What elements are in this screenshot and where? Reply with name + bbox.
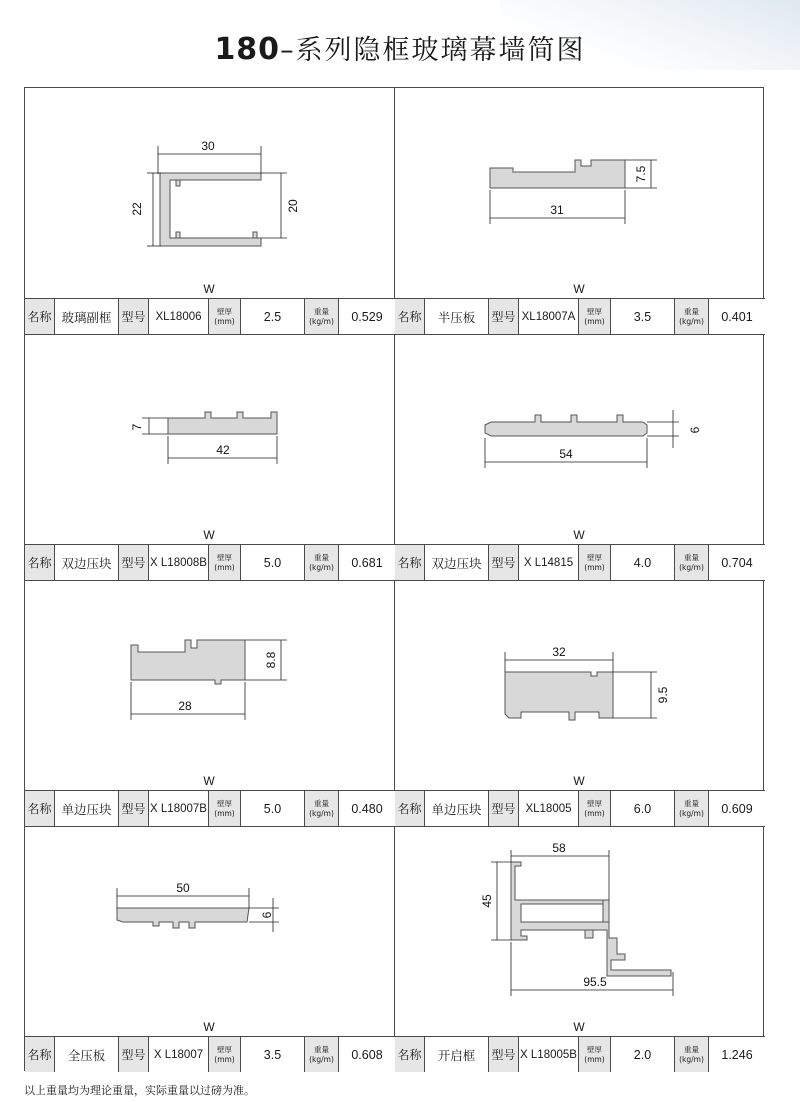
name-value: 全压板	[55, 1037, 119, 1072]
model-key: 型号	[119, 299, 149, 334]
spec-row	[395, 1036, 765, 1072]
name-value: 双边压块	[425, 545, 489, 580]
profile-card	[395, 580, 765, 826]
spec-row	[25, 544, 395, 581]
name-value: 玻璃副框	[55, 299, 119, 334]
profile-drawing	[395, 826, 764, 1036]
dim-height: 9.5	[656, 686, 670, 704]
w-mark: W	[203, 1020, 215, 1034]
dim-width: 58	[552, 841, 566, 855]
model-key: 型号	[489, 1037, 519, 1072]
title-text: –系列隐框玻璃幕墙简图	[280, 35, 586, 66]
dim-width: 54	[559, 447, 573, 461]
name-key: 名称	[25, 1037, 55, 1072]
dim-height: 6	[688, 426, 702, 434]
dim-height: 45	[480, 894, 494, 908]
wall-value: 3.5	[241, 1037, 305, 1072]
w-mark: W	[573, 1020, 585, 1034]
wall-key: 壁厚 (mm)	[209, 1037, 241, 1072]
wall-key: 壁厚 (mm)	[579, 545, 611, 580]
weight-value: 0.609	[721, 801, 753, 816]
spec-row	[25, 298, 395, 335]
model-key: 型号	[489, 545, 519, 580]
weight-value: 0.401	[721, 309, 753, 324]
weight-value: 0.681	[351, 555, 383, 570]
weight-key: 重量 (kg/m)	[305, 1037, 339, 1072]
w-mark: W	[203, 282, 215, 296]
profile-drawing	[395, 334, 764, 544]
dim-height-inner: 20	[286, 199, 300, 213]
model-value: X L14815	[519, 545, 579, 580]
model-value: XL18005	[519, 791, 579, 826]
spec-row	[395, 544, 765, 581]
profile-drawing	[25, 826, 394, 1036]
dim-width: 30	[201, 139, 215, 153]
name-key: 名称	[25, 791, 55, 826]
profile-drawing	[395, 88, 764, 298]
wall-key: 壁厚 (mm)	[209, 791, 241, 826]
weight-value: 0.480	[351, 801, 383, 816]
profile-drawing	[25, 334, 394, 544]
page-title	[0, 28, 800, 67]
spec-row	[395, 298, 765, 335]
weight-key: 重量 (kg/m)	[675, 299, 709, 334]
model-value: XL18006	[149, 299, 209, 334]
name-key: 名称	[395, 545, 425, 580]
profile-catalog	[24, 87, 764, 1071]
name-key: 名称	[395, 299, 425, 334]
weight-value: 0.529	[351, 309, 383, 324]
model-key: 型号	[119, 791, 149, 826]
wall-key: 壁厚 (mm)	[579, 1037, 611, 1072]
name-value: 双边压块	[55, 545, 119, 580]
w-mark: W	[203, 528, 215, 542]
model-value: X L18008B	[149, 545, 209, 580]
profile-card	[395, 334, 765, 580]
model-value: X L18007B	[149, 791, 209, 826]
dim-total-width: 95.5	[583, 975, 607, 989]
profile-drawing	[395, 580, 764, 790]
dim-height: 22	[130, 202, 144, 216]
spec-row	[25, 1036, 395, 1072]
dim-height: 7	[130, 423, 144, 431]
weight-key: 重量 (kg/m)	[675, 791, 709, 826]
dim-height: 7.5	[634, 165, 648, 183]
weight-key: 重量 (kg/m)	[305, 791, 339, 826]
dim-width: 42	[216, 443, 230, 457]
model-value: X L18005B	[519, 1037, 579, 1072]
wall-value: 2.5	[241, 299, 305, 334]
wall-key: 壁厚 (mm)	[209, 545, 241, 580]
weight-key: 重量 (kg/m)	[675, 545, 709, 580]
dim-width: 31	[550, 203, 564, 217]
name-value: 单边压块	[55, 791, 119, 826]
title-number: 180	[214, 32, 281, 67]
model-key: 型号	[119, 545, 149, 580]
wall-key: 壁厚 (mm)	[579, 299, 611, 334]
profile-card	[395, 88, 765, 334]
profile-drawing	[25, 88, 394, 298]
name-value: 单边压块	[425, 791, 489, 826]
wall-key: 壁厚 (mm)	[579, 791, 611, 826]
weight-key: 重量 (kg/m)	[305, 545, 339, 580]
model-key: 型号	[489, 791, 519, 826]
wall-value: 6.0	[611, 791, 675, 826]
weight-value: 0.608	[351, 1047, 383, 1062]
wall-key: 壁厚 (mm)	[209, 299, 241, 334]
weight-value: 1.246	[721, 1047, 753, 1062]
name-value: 开启框	[425, 1037, 489, 1072]
profile-drawing	[25, 580, 394, 790]
dim-height: 8.8	[264, 651, 278, 669]
model-key: 型号	[119, 1037, 149, 1072]
name-key: 名称	[395, 1037, 425, 1072]
w-mark: W	[573, 528, 585, 542]
profile-card	[25, 88, 395, 334]
name-key: 名称	[395, 791, 425, 826]
profile-card	[395, 826, 765, 1072]
w-mark: W	[573, 774, 585, 788]
wall-value: 5.0	[241, 545, 305, 580]
profile-card	[25, 580, 395, 826]
dim-height: 6	[260, 911, 274, 919]
w-mark: W	[573, 282, 585, 296]
name-value: 半压板	[425, 299, 489, 334]
spec-row	[395, 790, 765, 827]
dim-width: 28	[178, 699, 192, 713]
weight-value: 0.704	[721, 555, 753, 570]
w-mark: W	[203, 774, 215, 788]
footnote: 以上重量均为理论重量，实际重量以过磅为准。	[24, 1084, 255, 1097]
wall-value: 5.0	[241, 791, 305, 826]
model-key: 型号	[489, 299, 519, 334]
wall-value: 3.5	[611, 299, 675, 334]
spec-row	[25, 790, 395, 827]
model-value: X L18007	[149, 1037, 209, 1072]
wall-value: 2.0	[611, 1037, 675, 1072]
dim-width: 50	[176, 881, 190, 895]
profile-card	[25, 826, 395, 1072]
name-key: 名称	[25, 545, 55, 580]
wall-value: 4.0	[611, 545, 675, 580]
weight-key: 重量 (kg/m)	[305, 299, 339, 334]
name-key: 名称	[25, 299, 55, 334]
weight-key: 重量 (kg/m)	[675, 1037, 709, 1072]
profile-card	[25, 334, 395, 580]
dim-width: 32	[552, 645, 566, 659]
model-value: XL18007A	[519, 299, 579, 334]
